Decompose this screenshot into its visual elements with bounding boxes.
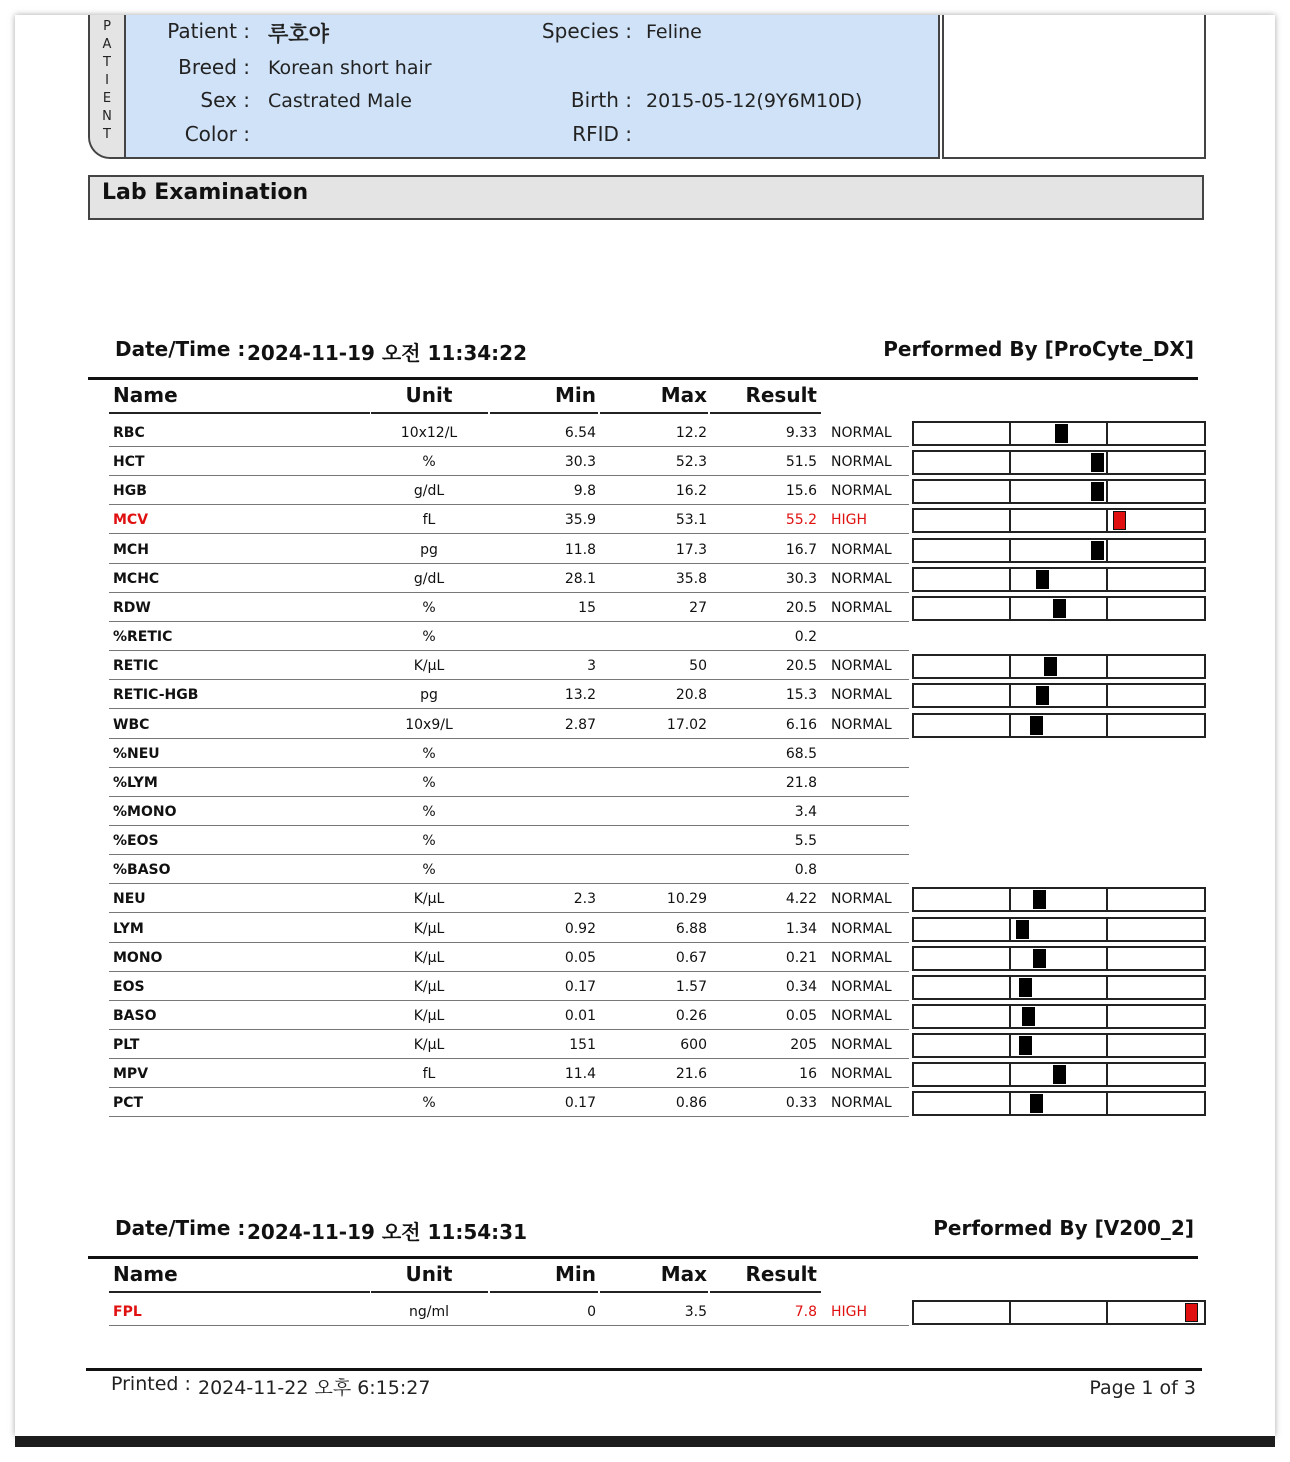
test-flag: NORMAL xyxy=(831,920,892,937)
section-rule xyxy=(88,1256,1198,1259)
printed-label: Printed : xyxy=(111,1373,191,1395)
test-name: %BASO xyxy=(113,862,171,879)
range-bar xyxy=(912,975,1206,1000)
range-bar xyxy=(912,596,1206,621)
table-row xyxy=(109,709,909,739)
test-unit: % xyxy=(422,629,436,646)
table-row xyxy=(109,767,909,797)
range-bar-divider xyxy=(1106,715,1108,736)
range-bar-marker xyxy=(1016,920,1029,939)
patient-tab-letter: E xyxy=(102,91,112,106)
test-unit: K/µL xyxy=(413,978,445,995)
test-name: PCT xyxy=(113,1095,144,1112)
test-flag: NORMAL xyxy=(831,891,892,908)
patient-tab-letter: T xyxy=(103,55,111,70)
patient-tab-letter: I xyxy=(105,73,109,88)
test-max: 50 xyxy=(689,658,707,675)
test-flag: NORMAL xyxy=(831,1095,892,1112)
test-unit: g/dL xyxy=(413,483,445,500)
test-min: 151 xyxy=(569,1037,596,1054)
test-result: 30.3 xyxy=(785,570,817,587)
range-bar-divider xyxy=(1106,1035,1108,1056)
header-underline xyxy=(490,412,598,414)
species-value: Feline xyxy=(646,21,702,43)
test-name: HGB xyxy=(113,483,147,500)
test-min: 30.3 xyxy=(564,454,596,471)
datetime-label: Date/Time : xyxy=(115,337,246,361)
test-result: 20.5 xyxy=(785,599,817,616)
range-bar-divider xyxy=(1106,1006,1108,1027)
test-max: 53.1 xyxy=(675,512,707,529)
table-row xyxy=(109,417,909,447)
range-bar-marker xyxy=(1113,511,1126,530)
breed-value: Korean short hair xyxy=(268,57,432,79)
range-bar xyxy=(912,567,1206,592)
test-result: 1.34 xyxy=(785,920,817,937)
range-bar-divider xyxy=(1009,685,1011,706)
range-bar-divider xyxy=(1106,510,1108,531)
sex-value: Castrated Male xyxy=(268,90,412,112)
range-bar-divider xyxy=(1106,919,1108,940)
range-bar-marker xyxy=(1091,541,1104,560)
range-bar-divider xyxy=(1009,598,1011,619)
range-bar xyxy=(912,1300,1206,1325)
test-min: 11.4 xyxy=(564,1066,596,1083)
range-bar-divider xyxy=(1009,948,1011,969)
test-max: 600 xyxy=(680,1037,707,1054)
test-name: LYM xyxy=(113,920,144,937)
test-result: 205 xyxy=(790,1037,817,1054)
test-flag: NORMAL xyxy=(831,599,892,616)
range-bar-divider xyxy=(1106,977,1108,998)
test-name: HCT xyxy=(113,454,145,471)
test-unit: K/µL xyxy=(413,891,445,908)
test-flag: NORMAL xyxy=(831,425,892,441)
test-max: 17.02 xyxy=(666,716,707,733)
range-bar-divider xyxy=(1106,540,1108,561)
range-bar-marker xyxy=(1019,978,1032,997)
test-unit: % xyxy=(422,745,436,762)
bottom-bar xyxy=(15,1436,1275,1447)
range-bar xyxy=(912,508,1206,533)
test-flag: NORMAL xyxy=(831,949,892,966)
range-bar-divider xyxy=(1009,481,1011,502)
test-name: WBC xyxy=(113,716,150,733)
birth-label: Birth : xyxy=(570,88,632,112)
table-row xyxy=(109,504,909,534)
test-unit: pg xyxy=(420,541,438,558)
test-name: MPV xyxy=(113,1066,149,1083)
test-max: 21.6 xyxy=(675,1066,707,1083)
test-name: RETIC-HGB xyxy=(113,687,199,704)
test-min: 0.05 xyxy=(564,949,596,966)
test-name: MCV xyxy=(113,512,149,529)
range-bar xyxy=(912,946,1206,971)
test-name: %MONO xyxy=(113,803,177,820)
test-result: 0.2 xyxy=(794,629,817,646)
test-max: 27 xyxy=(689,599,707,616)
test-result: 7.8 xyxy=(794,1304,817,1320)
test-flag: NORMAL xyxy=(831,570,892,587)
test-unit: % xyxy=(422,1095,436,1112)
table-row xyxy=(109,1000,909,1030)
test-unit: fL xyxy=(422,1066,436,1083)
test-min: 15 xyxy=(578,599,596,616)
test-unit: K/µL xyxy=(413,658,445,675)
header-min: Min xyxy=(555,1262,596,1286)
test-result: 4.22 xyxy=(785,891,817,908)
range-bar-divider xyxy=(1009,540,1011,561)
test-min: 13.2 xyxy=(564,687,596,704)
header-max: Max xyxy=(660,1262,707,1286)
table-row xyxy=(109,563,909,593)
test-max: 17.3 xyxy=(675,541,707,558)
test-unit: fL xyxy=(422,512,436,529)
breed-label: Breed : xyxy=(178,55,250,79)
range-bar-divider xyxy=(1106,656,1108,677)
table-row xyxy=(109,854,909,884)
table-row xyxy=(109,446,909,476)
test-result: 16 xyxy=(799,1066,817,1083)
patient-tab-letter: T xyxy=(103,127,111,142)
lab-title-text: Lab Examination xyxy=(102,180,309,205)
table-row xyxy=(109,738,909,768)
test-unit: 10x9/L xyxy=(405,716,453,733)
range-bar-marker xyxy=(1053,1065,1066,1084)
test-min: 0.17 xyxy=(564,1095,596,1112)
test-max: 0.26 xyxy=(675,1008,707,1024)
test-result: 55.2 xyxy=(785,512,817,529)
header-underline xyxy=(109,1291,370,1293)
patient-tab-letter: A xyxy=(102,37,112,52)
range-bar-divider xyxy=(1106,598,1108,619)
range-bar-divider xyxy=(1106,889,1108,910)
range-bar-marker xyxy=(1019,1036,1032,1055)
patient-name: 루호야 xyxy=(268,22,329,46)
header-result: Result xyxy=(745,383,817,407)
range-bar-marker xyxy=(1036,686,1049,705)
range-bar-marker xyxy=(1091,482,1104,501)
range-bar-divider xyxy=(1009,1093,1011,1114)
table-row xyxy=(109,475,909,505)
sex-label: Sex : xyxy=(200,88,250,112)
test-max: 10.29 xyxy=(666,891,707,908)
range-bar xyxy=(912,1091,1206,1116)
range-bar-divider xyxy=(1009,1302,1011,1323)
range-bar-marker xyxy=(1033,890,1046,909)
test-unit: ng/ml xyxy=(408,1304,449,1320)
range-bar xyxy=(912,1004,1206,1029)
test-max: 35.8 xyxy=(675,570,707,587)
range-bar xyxy=(912,683,1206,708)
test-name: NEU xyxy=(113,891,146,908)
header-underline xyxy=(710,1291,821,1293)
test-name: PLT xyxy=(113,1037,140,1054)
test-flag: NORMAL xyxy=(831,454,892,471)
range-bar-marker xyxy=(1033,949,1046,968)
test-name: %LYM xyxy=(113,774,158,791)
species-label: Species : xyxy=(541,19,632,43)
range-bar-marker xyxy=(1091,453,1104,472)
range-bar-marker xyxy=(1044,657,1057,676)
range-bar-divider xyxy=(1009,889,1011,910)
header-underline xyxy=(710,412,821,414)
test-result: 0.21 xyxy=(785,949,817,966)
header-min: Min xyxy=(555,383,596,407)
test-name: FPL xyxy=(113,1304,142,1320)
printed-value: 2024-11-22 오후 6:15:27 xyxy=(198,1377,431,1399)
range-bar-divider xyxy=(1106,685,1108,706)
performed-by: Performed By [V200_2] xyxy=(933,1216,1194,1240)
table-row xyxy=(109,592,909,622)
range-bar xyxy=(912,421,1206,446)
test-result: 0.33 xyxy=(785,1095,817,1112)
test-unit: K/µL xyxy=(413,920,445,937)
table-row xyxy=(109,1296,909,1326)
lab-examination-title xyxy=(88,175,1204,220)
test-min: 9.8 xyxy=(573,483,596,500)
range-bar-divider xyxy=(1009,1006,1011,1027)
test-min: 2.87 xyxy=(564,716,596,733)
test-min: 3 xyxy=(587,658,596,675)
performed-by: Performed By [ProCyte_DX] xyxy=(883,337,1194,361)
test-name: %NEU xyxy=(113,745,160,762)
range-bar xyxy=(912,538,1206,563)
table-row xyxy=(109,679,909,709)
test-min: 11.8 xyxy=(564,541,596,558)
test-unit: g/dL xyxy=(413,570,445,587)
range-bar-marker xyxy=(1185,1303,1198,1322)
test-flag: NORMAL xyxy=(831,978,892,995)
range-bar-divider xyxy=(1009,919,1011,940)
test-max: 0.67 xyxy=(675,949,707,966)
table-row xyxy=(109,883,909,913)
header-underline xyxy=(600,412,708,414)
test-flag: NORMAL xyxy=(831,1037,892,1054)
range-bar xyxy=(912,479,1206,504)
patient-tab xyxy=(90,15,126,157)
table-row xyxy=(109,971,909,1001)
range-bar-divider xyxy=(1009,569,1011,590)
range-bar-divider xyxy=(1009,452,1011,473)
test-result: 0.05 xyxy=(785,1008,817,1024)
test-min: 28.1 xyxy=(564,570,596,587)
test-max: 12.2 xyxy=(675,425,707,441)
range-bar xyxy=(912,654,1206,679)
test-unit: % xyxy=(422,599,436,616)
test-name: EOS xyxy=(113,978,145,995)
range-bar-divider xyxy=(1106,569,1108,590)
test-flag: NORMAL xyxy=(831,1066,892,1083)
range-bar-marker xyxy=(1053,599,1066,618)
test-min: 2.3 xyxy=(573,891,596,908)
range-bar-divider xyxy=(1106,423,1108,444)
range-bar xyxy=(912,713,1206,738)
test-unit: % xyxy=(422,803,436,820)
datetime-value: 2024-11-19 오전 11:34:22 xyxy=(247,341,527,365)
test-name: RDW xyxy=(113,599,151,616)
test-name: MONO xyxy=(113,949,163,966)
range-bar-divider xyxy=(1009,715,1011,736)
header-name: Name xyxy=(113,1262,178,1286)
range-bar xyxy=(912,1033,1206,1058)
range-bar-divider xyxy=(1106,1302,1108,1323)
range-bar xyxy=(912,887,1206,912)
test-result: 21.8 xyxy=(785,774,817,791)
test-max: 52.3 xyxy=(675,454,707,471)
range-bar-divider xyxy=(1009,656,1011,677)
range-bar-divider xyxy=(1009,510,1011,531)
table-row xyxy=(109,1029,909,1059)
table-row xyxy=(109,650,909,680)
photo-box xyxy=(942,15,1206,159)
range-bar-divider xyxy=(1106,948,1108,969)
header-max: Max xyxy=(660,383,707,407)
test-flag: NORMAL xyxy=(831,687,892,704)
range-bar xyxy=(912,1062,1206,1087)
test-name: %EOS xyxy=(113,833,159,850)
page-number: Page 1 of 3 xyxy=(1089,1377,1196,1399)
header-underline xyxy=(109,412,370,414)
datetime-label: Date/Time : xyxy=(115,1216,246,1240)
test-flag: NORMAL xyxy=(831,716,892,733)
range-bar-divider xyxy=(1106,452,1108,473)
test-flag: NORMAL xyxy=(831,1008,892,1024)
patient-label: Patient : xyxy=(167,19,250,43)
table-row xyxy=(109,942,909,972)
table-row xyxy=(109,1087,909,1117)
test-flag: NORMAL xyxy=(831,541,892,558)
test-flag: HIGH xyxy=(831,1304,868,1320)
test-max: 6.88 xyxy=(675,920,707,937)
range-bar-divider xyxy=(1009,977,1011,998)
test-max: 1.57 xyxy=(675,978,707,995)
patient-tab-letter: P xyxy=(103,19,111,34)
range-bar-divider xyxy=(1106,481,1108,502)
test-flag: NORMAL xyxy=(831,483,892,500)
test-name: %RETIC xyxy=(113,629,173,646)
header-unit: Unit xyxy=(405,1262,453,1286)
test-result: 0.34 xyxy=(785,978,817,995)
test-name: RETIC xyxy=(113,658,159,675)
test-result: 68.5 xyxy=(785,745,817,762)
test-min: 0.17 xyxy=(564,978,596,995)
table-row xyxy=(109,825,909,855)
patient-tab-letter: N xyxy=(102,109,112,124)
table-row xyxy=(109,796,909,826)
test-min: 35.9 xyxy=(564,512,596,529)
test-unit: K/µL xyxy=(413,949,445,966)
test-result: 15.3 xyxy=(785,687,817,704)
test-result: 5.5 xyxy=(794,833,817,850)
range-bar-marker xyxy=(1055,424,1068,443)
test-name: MCHC xyxy=(113,570,160,587)
test-name: MCH xyxy=(113,541,149,558)
section-rule xyxy=(88,377,1198,380)
header-underline xyxy=(490,1291,598,1293)
test-unit: K/µL xyxy=(413,1008,445,1024)
header-unit: Unit xyxy=(405,383,453,407)
range-bar-divider xyxy=(1106,1093,1108,1114)
test-max: 16.2 xyxy=(675,483,707,500)
test-max: 20.8 xyxy=(675,687,707,704)
range-bar-marker xyxy=(1030,1094,1043,1113)
range-bar-marker xyxy=(1030,716,1043,735)
test-result: 6.16 xyxy=(785,716,817,733)
test-result: 3.4 xyxy=(794,803,817,820)
test-max: 3.5 xyxy=(684,1304,707,1320)
test-unit: % xyxy=(422,454,436,471)
test-name: RBC xyxy=(113,425,145,441)
test-result: 20.5 xyxy=(785,658,817,675)
test-unit: % xyxy=(422,862,436,879)
test-flag: HIGH xyxy=(831,512,868,529)
header-name: Name xyxy=(113,383,178,407)
header-result: Result xyxy=(745,1262,817,1286)
test-result: 16.7 xyxy=(785,541,817,558)
range-bar xyxy=(912,917,1206,942)
test-min: 0.92 xyxy=(564,920,596,937)
test-max: 0.86 xyxy=(675,1095,707,1112)
table-row xyxy=(109,913,909,943)
range-bar-marker xyxy=(1036,570,1049,589)
range-bar-divider xyxy=(1009,1064,1011,1085)
test-result: 0.8 xyxy=(794,862,817,879)
range-bar-divider xyxy=(1009,1035,1011,1056)
test-min: 0 xyxy=(587,1304,596,1320)
test-unit: 10x12/L xyxy=(400,425,458,441)
test-min: 6.54 xyxy=(564,425,596,441)
color-label: Color : xyxy=(184,122,250,146)
patient-panel xyxy=(88,15,940,159)
header-underline xyxy=(371,412,488,414)
test-unit: % xyxy=(422,833,436,850)
table-row xyxy=(109,534,909,564)
range-bar xyxy=(912,450,1206,475)
range-bar-divider xyxy=(1106,1064,1108,1085)
header-underline xyxy=(371,1291,488,1293)
datetime-value: 2024-11-19 오전 11:54:31 xyxy=(247,1220,527,1244)
test-result: 51.5 xyxy=(785,454,817,471)
test-flag: NORMAL xyxy=(831,658,892,675)
test-result: 9.33 xyxy=(785,425,817,441)
test-unit: pg xyxy=(420,687,438,704)
rfid-label: RFID : xyxy=(572,122,632,146)
table-row xyxy=(109,1058,909,1088)
test-result: 15.6 xyxy=(785,483,817,500)
test-name: BASO xyxy=(113,1008,157,1024)
footer-rule xyxy=(86,1368,1202,1371)
birth-value: 2015-05-12(9Y6M10D) xyxy=(646,90,863,112)
range-bar-marker xyxy=(1022,1007,1035,1026)
range-bar-divider xyxy=(1009,423,1011,444)
table-row xyxy=(109,621,909,651)
test-unit: K/µL xyxy=(413,1037,445,1054)
header-underline xyxy=(600,1291,708,1293)
test-unit: % xyxy=(422,774,436,791)
test-min: 0.01 xyxy=(564,1008,596,1024)
